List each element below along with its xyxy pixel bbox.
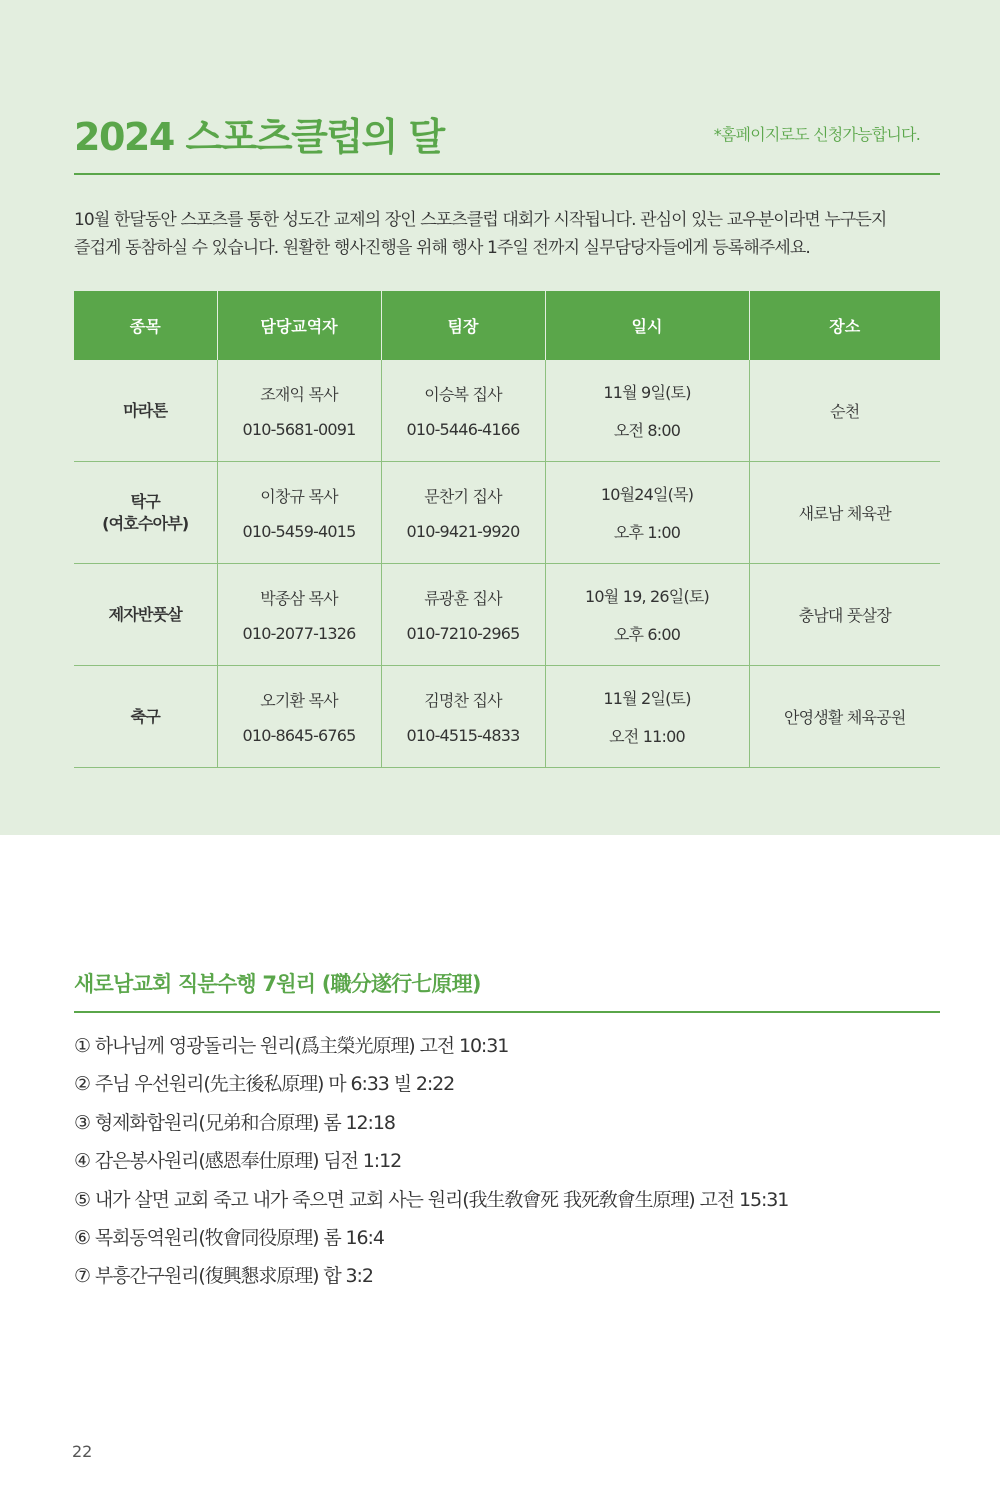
title-divider: [74, 173, 940, 175]
header-leader: 팀장: [381, 291, 545, 360]
place-cell: 충남대 풋살장: [749, 564, 940, 666]
list-item: ④ 감은봉사원리(感恩奉仕原理) 딤전 1:12: [74, 1150, 402, 1173]
schedule-table: [74, 291, 940, 768]
table-row: [74, 360, 940, 462]
datetime-cell: 10월24일(목) 오후 1:00: [545, 462, 749, 564]
online-note: *홈페이지로도 신청가능합니다.: [713, 125, 920, 144]
leader-cell: 이승복 집사 010-5446-4166: [381, 360, 545, 462]
place-cell: 안영생활 체육공원: [749, 666, 940, 768]
datetime-cell: 10월 19, 26일(토) 오후 6:00: [545, 564, 749, 666]
intro-line-2: 즐겁게 동참하실 수 있습니다. 원활한 행사진행을 위해 행사 1주일 전까지 실무담당자들에게 등록해주세요.: [74, 238, 810, 258]
place-cell: 순천: [749, 360, 940, 462]
pastor-cell: 이창규 목사 010-5459-4015: [217, 462, 381, 564]
leader-cell: 김명찬 집사 010-4515-4833: [381, 666, 545, 768]
sport-cell: 제자반풋살: [74, 564, 217, 666]
pastor-cell: 조재익 목사 010-5681-0091: [217, 360, 381, 462]
header-place: 장소: [749, 291, 940, 360]
sport-cell: 마라톤: [74, 360, 217, 462]
datetime-cell: 11월 9일(토) 오전 8:00: [545, 360, 749, 462]
page-number: 22: [72, 1442, 93, 1461]
table-row: [74, 564, 940, 666]
intro-line-1: 10월 한달동안 스포츠를 통한 성도간 교제의 장인 스포츠클럽 대회가 시작됩니다. 관심이 있는 교우분이라면 누구든지: [74, 210, 887, 230]
page-title: 2024 스포츠클럽의 달: [74, 115, 444, 159]
principles-list: [74, 1028, 788, 1297]
sport-cell: 탁구 (여호수아부): [74, 462, 217, 564]
list-item: ⑥ 목회동역원리(牧會同役原理) 롬 16:4: [74, 1226, 384, 1249]
datetime-cell: 11월 2일(토) 오전 11:00: [545, 666, 749, 768]
table-row: [74, 462, 940, 564]
intro-text: [74, 206, 940, 262]
header-sport: 종목: [74, 291, 217, 360]
sport-cell: 축구: [74, 666, 217, 768]
list-item: ③ 형제화합원리(兄弟和合原理) 롬 12:18: [74, 1111, 395, 1134]
header-pastor: 담당교역자: [217, 291, 381, 360]
principles-title: 새로남교회 직분수행 7원리 (職分遂行七原理): [74, 972, 481, 996]
list-item: ⑤ 내가 살면 교회 죽고 내가 죽으면 교회 사는 원리(我生敎會死 我死敎會生原理) 고전 15:31: [74, 1188, 789, 1211]
list-item: ② 주님 우선원리(先主後私原理) 마 6:33 빌 2:22: [74, 1073, 455, 1096]
principles-divider: [74, 1011, 940, 1013]
list-item: ① 하나님께 영광돌리는 원리(爲主榮光原理) 고전 10:31: [74, 1035, 509, 1057]
leader-cell: 류광훈 집사 010-7210-2965: [381, 564, 545, 666]
list-item: ⑦ 부흥간구원리(復興懇求原理) 합 3:2: [74, 1265, 373, 1288]
place-cell: 새로남 체육관: [749, 462, 940, 564]
table-header-row: [74, 291, 940, 360]
header-datetime: 일시: [545, 291, 749, 360]
leader-cell: 문찬기 집사 010-9421-9920: [381, 462, 545, 564]
table-row: [74, 666, 940, 768]
pastor-cell: 박종삼 목사 010-2077-1326: [217, 564, 381, 666]
pastor-cell: 오기환 목사 010-8645-6765: [217, 666, 381, 768]
